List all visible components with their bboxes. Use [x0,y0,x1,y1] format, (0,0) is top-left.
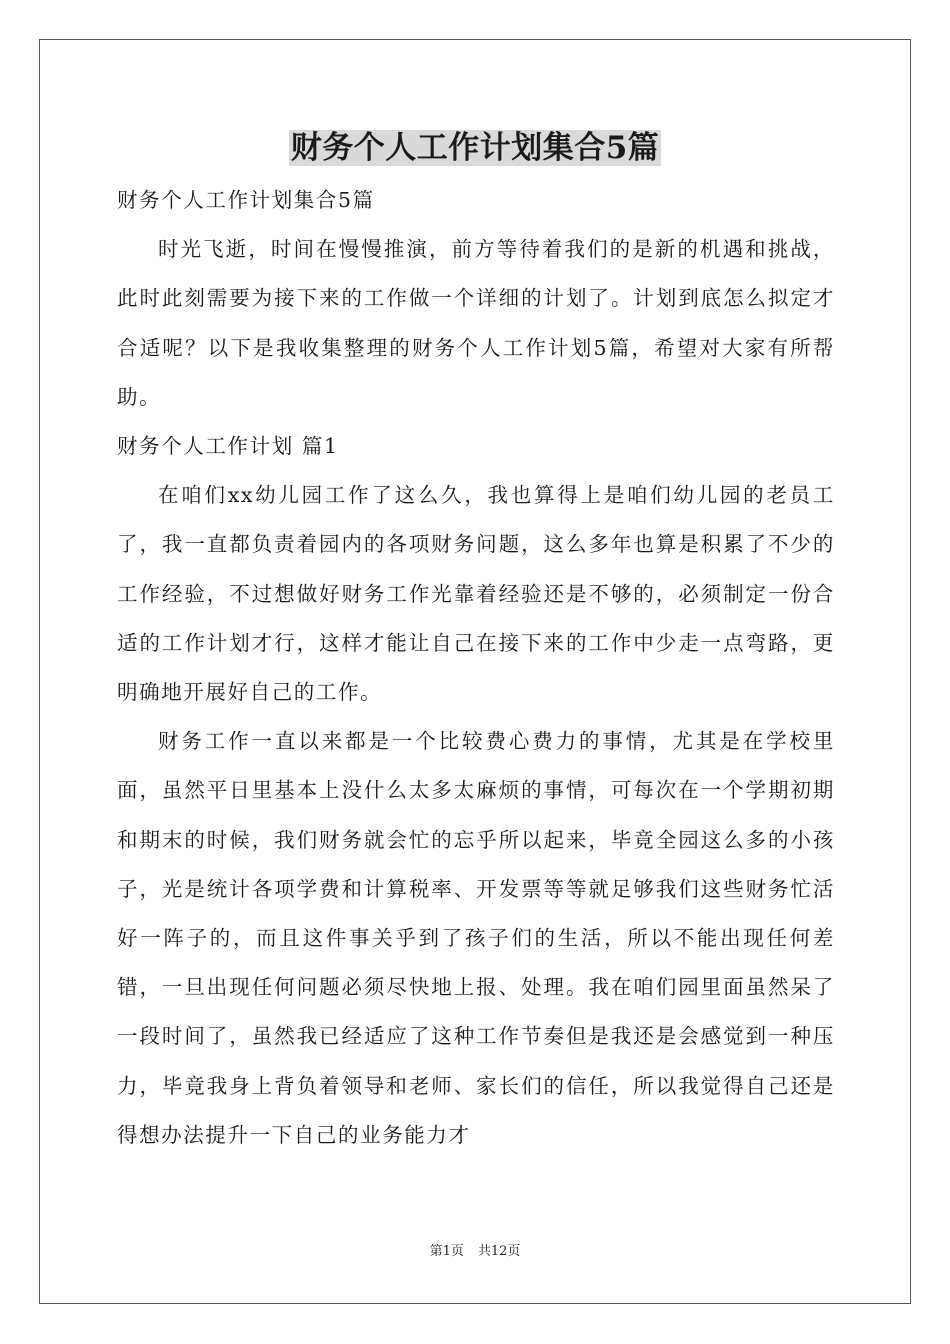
page-footer [0,1242,950,1262]
section-heading-1: 财务个人工作计划 篇1 [117,434,339,459]
document-title-text: 财务个人工作计划集合5篇 [290,130,660,166]
intro-paragraph: 时光飞逝，时间在慢慢推演，前方等待着我们的是新的机遇和挑战，此时此刻需要为接下来的工作做一个详细的计划了。计划到底怎么拟定才合适呢？以下是我收集整理的财务个人工作计划5篇，希望对大家有所帮助。 [117,237,835,409]
section-1-paragraph-2: 财务工作一直以来都是一个比较费心费力的事情，尤其是在学校里面，虽然平日里基本上没什么太多太麻烦的事情，可每次在一个学期初期和期末的时候，我们财务就会忙的忘乎所以起来，毕竟全园这么多的小孩子，光是统计各项学费和计算税率、开发票等等就足够我们这些财务忙活好一阵子的，而且这件事关乎到了孩子们的生活，所以不能出现任何差错，一旦出现任何问题必须尽快地上报、处理。我在咱们园里面虽然呆了一段时间了，虽然我已经适应了这种工作节奏但是我还是会感觉到一种压力，毕竟我身上背负着领导和老师、家长们的信任，所以我觉得自己还是得想办法提升一下自己的业务能力才 [117,729,835,1147]
document-body [117,176,835,1160]
document-title [0,124,950,172]
subtitle-heading: 财务个人工作计划集合5篇 [117,188,375,212]
page-number: 第1页 [429,1244,464,1259]
section-1-paragraph-1: 在咱们xx幼儿园工作了这么久，我也算得上是咱们幼儿园的老员工了，我一直都负责着园内的各项财务问题，这么多年也算是积累了不少的工作经验，不过想做好财务工作光靠着经验还是不够的，必须制定一份合适的工作计划才行，这样才能让自己在接下来的工作中少走一点弯路，更明确地开展好自己的工作。 [117,483,835,705]
page-count: 共12页 [477,1244,521,1259]
